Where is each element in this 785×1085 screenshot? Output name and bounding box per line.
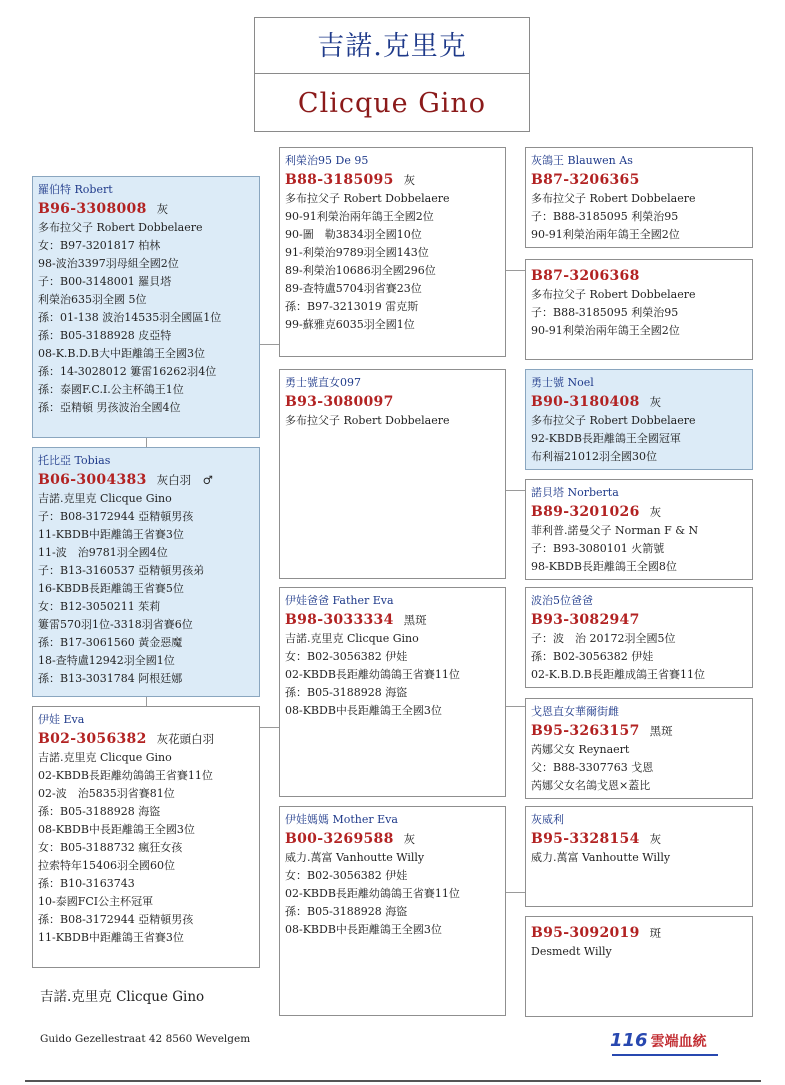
info-line: 孫：B05-3188928 海盜 bbox=[285, 686, 408, 699]
info-line: 多布拉父子 Robert Dobbelaere bbox=[531, 192, 696, 205]
info-line: 90-圖 勒3834羽全國10位 bbox=[285, 228, 422, 241]
connector-line bbox=[146, 696, 147, 706]
ring-number: B95-3328154 bbox=[531, 831, 640, 847]
info-line: 孫：B10-3163743 bbox=[38, 877, 135, 890]
bird-name: 戈恩直女華爾街雌 bbox=[531, 705, 619, 718]
feather-color: 灰 bbox=[156, 202, 169, 216]
pedigree-box-sire bbox=[32, 176, 260, 438]
ring-number: B87-3206368 bbox=[531, 268, 640, 284]
info-line: 孫：B97-3213019 雷克斯 bbox=[285, 300, 419, 313]
info-line: 孫：14-3028012 簍雷16262羽4位 bbox=[38, 365, 217, 378]
ring-number: B87-3206365 bbox=[531, 172, 640, 188]
info-line: 威力.萬富 Vanhoutte Willy bbox=[531, 851, 671, 864]
connector-line bbox=[505, 892, 525, 893]
info-line: 02-KBDB長距離幼鴿鴿王省賽11位 bbox=[285, 887, 460, 900]
info-line: 90-91利榮治兩年鴿王全國2位 bbox=[531, 324, 680, 337]
info-line: 02-波 治5835羽省賽81位 bbox=[38, 787, 175, 800]
pedigree-box-dam-dam bbox=[279, 806, 506, 1016]
bird-name: 伊娃爸爸 Father Eva bbox=[285, 594, 394, 607]
info-line: 孫：泰國F.C.I.公主杯鴿王1位 bbox=[38, 383, 184, 396]
bird-name: 灰鴿王 Blauwen As bbox=[531, 154, 633, 167]
info-line: 98-KBDB長距離鴿王全國8位 bbox=[531, 560, 677, 573]
feather-color: 灰白羽 ♂ bbox=[156, 473, 213, 487]
feather-color: 灰 bbox=[403, 173, 416, 187]
info-line: 91-利榮治9789羽全國143位 bbox=[285, 246, 429, 259]
info-line: 多布拉父子 Robert Dobbelaere bbox=[38, 221, 203, 234]
ring-number: B93-3080097 bbox=[285, 394, 394, 410]
info-line: 女：B02-3056382 伊娃 bbox=[285, 650, 408, 663]
pedigree-box-dds bbox=[525, 806, 753, 907]
pedigree-box-sss bbox=[525, 147, 753, 248]
info-line: 11-KBDB中距離鴿王省賽3位 bbox=[38, 528, 184, 541]
info-line: 吉諾.克里克 Clicque Gino bbox=[38, 751, 172, 764]
info-line: 孫：B02-3056382 伊娃 bbox=[531, 650, 654, 663]
connector-line bbox=[505, 270, 525, 271]
info-line: 布利福21012羽全國30位 bbox=[531, 450, 657, 463]
feather-color: 灰 bbox=[649, 395, 662, 409]
ring-number: B90-3180408 bbox=[531, 394, 640, 410]
pedigree-box-ssd bbox=[525, 259, 753, 360]
ring-number: B88-3185095 bbox=[285, 172, 394, 188]
bottom-divider bbox=[25, 1080, 761, 1082]
info-line: 孫：B05-3188928 海盜 bbox=[38, 805, 161, 818]
info-line: 女：B12-3050211 茱莉 bbox=[38, 600, 161, 613]
bird-name: 伊娃媽媽 Mother Eva bbox=[285, 813, 398, 826]
info-line: 16-KBDB長距離鴿王省賽5位 bbox=[38, 582, 184, 595]
info-line: 90-91利榮治兩年鴿王全國2位 bbox=[285, 210, 434, 223]
bird-name: 伊娃 Eva bbox=[38, 713, 85, 726]
info-line: 利榮治635羽全國 5位 bbox=[38, 293, 147, 306]
ring-number: B06-3004383 bbox=[38, 472, 147, 488]
info-line: 菲利普.諾曼父子 Norman F & N bbox=[531, 524, 699, 537]
info-line: 98-波治3397羽母組全國2位 bbox=[38, 257, 179, 270]
ring-number: B98-3033334 bbox=[285, 612, 394, 628]
info-line: 89-查特盧5704羽省賽23位 bbox=[285, 282, 422, 295]
pedigree-box-sdd bbox=[525, 479, 753, 580]
title-box bbox=[254, 17, 530, 132]
info-line: 18-查特盧12942羽全國1位 bbox=[38, 654, 175, 667]
info-line: 多布拉父子 Robert Dobbelaere bbox=[531, 288, 696, 301]
feather-color: 黑斑 bbox=[403, 613, 427, 627]
connector-line bbox=[505, 490, 525, 491]
logo-underline bbox=[612, 1054, 718, 1056]
pedigree-box-sds bbox=[525, 369, 753, 470]
info-line: 92-KBDB長距離鴿王全國冠軍 bbox=[531, 432, 681, 445]
feather-color: 灰花頭白羽 bbox=[156, 732, 215, 746]
info-line: 孫：B13-3031784 阿根廷娜 bbox=[38, 672, 183, 685]
info-line: 孫：B05-3188928 皮亞特 bbox=[38, 329, 172, 342]
connector-line bbox=[259, 344, 280, 345]
info-line: 99-蘇雅克6035羽全國1位 bbox=[285, 318, 415, 331]
info-line: 子：B13-3160537 亞精頓男孩弟 bbox=[38, 564, 205, 577]
info-line: 02-KBDB長距離幼鴿鴿王省賽11位 bbox=[38, 769, 213, 782]
info-line: 簍雷570羽1位-3318羽省賽6位 bbox=[38, 618, 193, 631]
ring-number: B00-3269588 bbox=[285, 831, 394, 847]
info-line: 子：B88-3185095 利榮治95 bbox=[531, 306, 679, 319]
pedigree-box-sire-dam bbox=[279, 369, 506, 579]
info-line: 11-KBDB中距離鴿王省賽3位 bbox=[38, 931, 184, 944]
info-line: 08-KBDB中長距離鴿王全國3位 bbox=[285, 704, 442, 717]
title-name-cn: 吉諾.克里克 bbox=[255, 18, 529, 74]
pedigree-box-self bbox=[32, 447, 260, 697]
info-line: 吉諾.克里克 Clicque Gino bbox=[38, 492, 172, 505]
info-line: 父：B88-3307763 戈恩 bbox=[531, 761, 654, 774]
bird-name: 羅伯特 Robert bbox=[38, 183, 113, 196]
ring-number: B95-3263157 bbox=[531, 723, 640, 739]
title-name-en: Clicque Gino bbox=[297, 88, 487, 119]
bird-name: 灰威利 bbox=[531, 813, 564, 826]
ring-number: B89-3201026 bbox=[531, 504, 640, 520]
info-line: 多布拉父子 Robert Dobbelaere bbox=[285, 414, 450, 427]
pedigree-box-dam bbox=[32, 706, 260, 968]
info-line: 威力.萬富 Vanhoutte Willy bbox=[285, 851, 425, 864]
info-line: 女：B02-3056382 伊娃 bbox=[285, 869, 408, 882]
info-line: 08-KBDB中長距離鴿王全國3位 bbox=[285, 923, 442, 936]
owner-address: Guido Gezellestraat 42 8560 Wevelgem bbox=[40, 1033, 251, 1045]
info-line: 多布拉父子 Robert Dobbelaere bbox=[531, 414, 696, 427]
ring-number: B95-3092019 bbox=[531, 925, 640, 941]
bird-name: 波治5位爸爸 bbox=[531, 594, 593, 607]
info-line: 08-K.B.D.B大中距離鴿王全國3位 bbox=[38, 347, 206, 360]
pedigree-box-dss bbox=[525, 587, 753, 688]
bird-name: 諾貝塔 Norberta bbox=[531, 486, 619, 499]
info-line: 芮娜父女 Reynaert bbox=[531, 743, 630, 756]
info-line: 芮娜父女名鴿戈恩×蓋比 bbox=[531, 779, 651, 792]
ring-number: B96-3308008 bbox=[38, 201, 147, 217]
info-line: 子：B00-3148001 羅貝塔 bbox=[38, 275, 172, 288]
bird-name: 利榮治95 De 95 bbox=[285, 154, 369, 167]
info-line: 子：B88-3185095 利榮治95 bbox=[531, 210, 679, 223]
info-line: 02-KBDB長距離幼鴿鴿王省賽11位 bbox=[285, 668, 460, 681]
info-line: 11-波 治9781羽全國4位 bbox=[38, 546, 168, 559]
info-line: 孫：B17-3061560 黃金惡魔 bbox=[38, 636, 183, 649]
info-line: 多布拉父子 Robert Dobbelaere bbox=[285, 192, 450, 205]
info-line: 02-K.B.D.B長距離成鴿王省賽11位 bbox=[531, 668, 706, 681]
brand-logo bbox=[610, 1030, 707, 1051]
info-line: Desmedt Willy bbox=[531, 945, 612, 958]
info-line: 90-91利榮治兩年鴿王全國2位 bbox=[531, 228, 680, 241]
connector-line bbox=[259, 727, 280, 728]
info-line: 女：B97-3201817 柏林 bbox=[38, 239, 161, 252]
info-line: 孫：01-138 波治14535羽全國區1位 bbox=[38, 311, 222, 324]
bird-name: 托比亞 Tobias bbox=[38, 454, 111, 467]
info-line: 拉索特年15406羽全國60位 bbox=[38, 859, 175, 872]
info-line: 08-KBDB中長距離鴿王全國3位 bbox=[38, 823, 195, 836]
info-line: 子：波 治 20172羽全國5位 bbox=[531, 632, 676, 645]
info-line: 10-泰國FCI公主杯冠軍 bbox=[38, 895, 154, 908]
feather-color: 灰 bbox=[403, 832, 416, 846]
feather-color: 灰 bbox=[649, 505, 662, 519]
bird-name: 勇士號 Noel bbox=[531, 376, 594, 389]
bird-name: 勇士號直女097 bbox=[285, 376, 361, 389]
pedigree-box-dsd bbox=[525, 698, 753, 799]
ring-number: B93-3082947 bbox=[531, 612, 640, 628]
feather-color: 黑斑 bbox=[649, 724, 673, 738]
info-line: 孫：亞精頓 男孩波治全國4位 bbox=[38, 401, 181, 414]
owner-name: 吉諾.克里克 Clicque Gino bbox=[40, 989, 205, 1005]
info-line: 子：B93-3080101 火箭號 bbox=[531, 542, 665, 555]
info-line: 女：B05-3188732 瘋狂女孩 bbox=[38, 841, 183, 854]
info-line: 89-利榮治10686羽全國296位 bbox=[285, 264, 436, 277]
connector-line bbox=[505, 706, 525, 707]
logo-number: 116 bbox=[610, 1030, 648, 1051]
info-line: 孫：B05-3188928 海盜 bbox=[285, 905, 408, 918]
info-line: 吉諾.克里克 Clicque Gino bbox=[285, 632, 419, 645]
logo-text: 雲端血統 bbox=[650, 1034, 707, 1050]
info-line: 子：B08-3172944 亞精頓男孩 bbox=[38, 510, 194, 523]
pedigree-box-sire-sire bbox=[279, 147, 506, 357]
feather-color: 斑 bbox=[649, 926, 662, 940]
feather-color: 灰 bbox=[649, 832, 662, 846]
info-line: 孫：B08-3172944 亞精頓男孩 bbox=[38, 913, 194, 926]
pedigree-box-ddd bbox=[525, 916, 753, 1017]
pedigree-box-dam-sire bbox=[279, 587, 506, 797]
connector-line bbox=[146, 437, 147, 447]
ring-number: B02-3056382 bbox=[38, 731, 147, 747]
